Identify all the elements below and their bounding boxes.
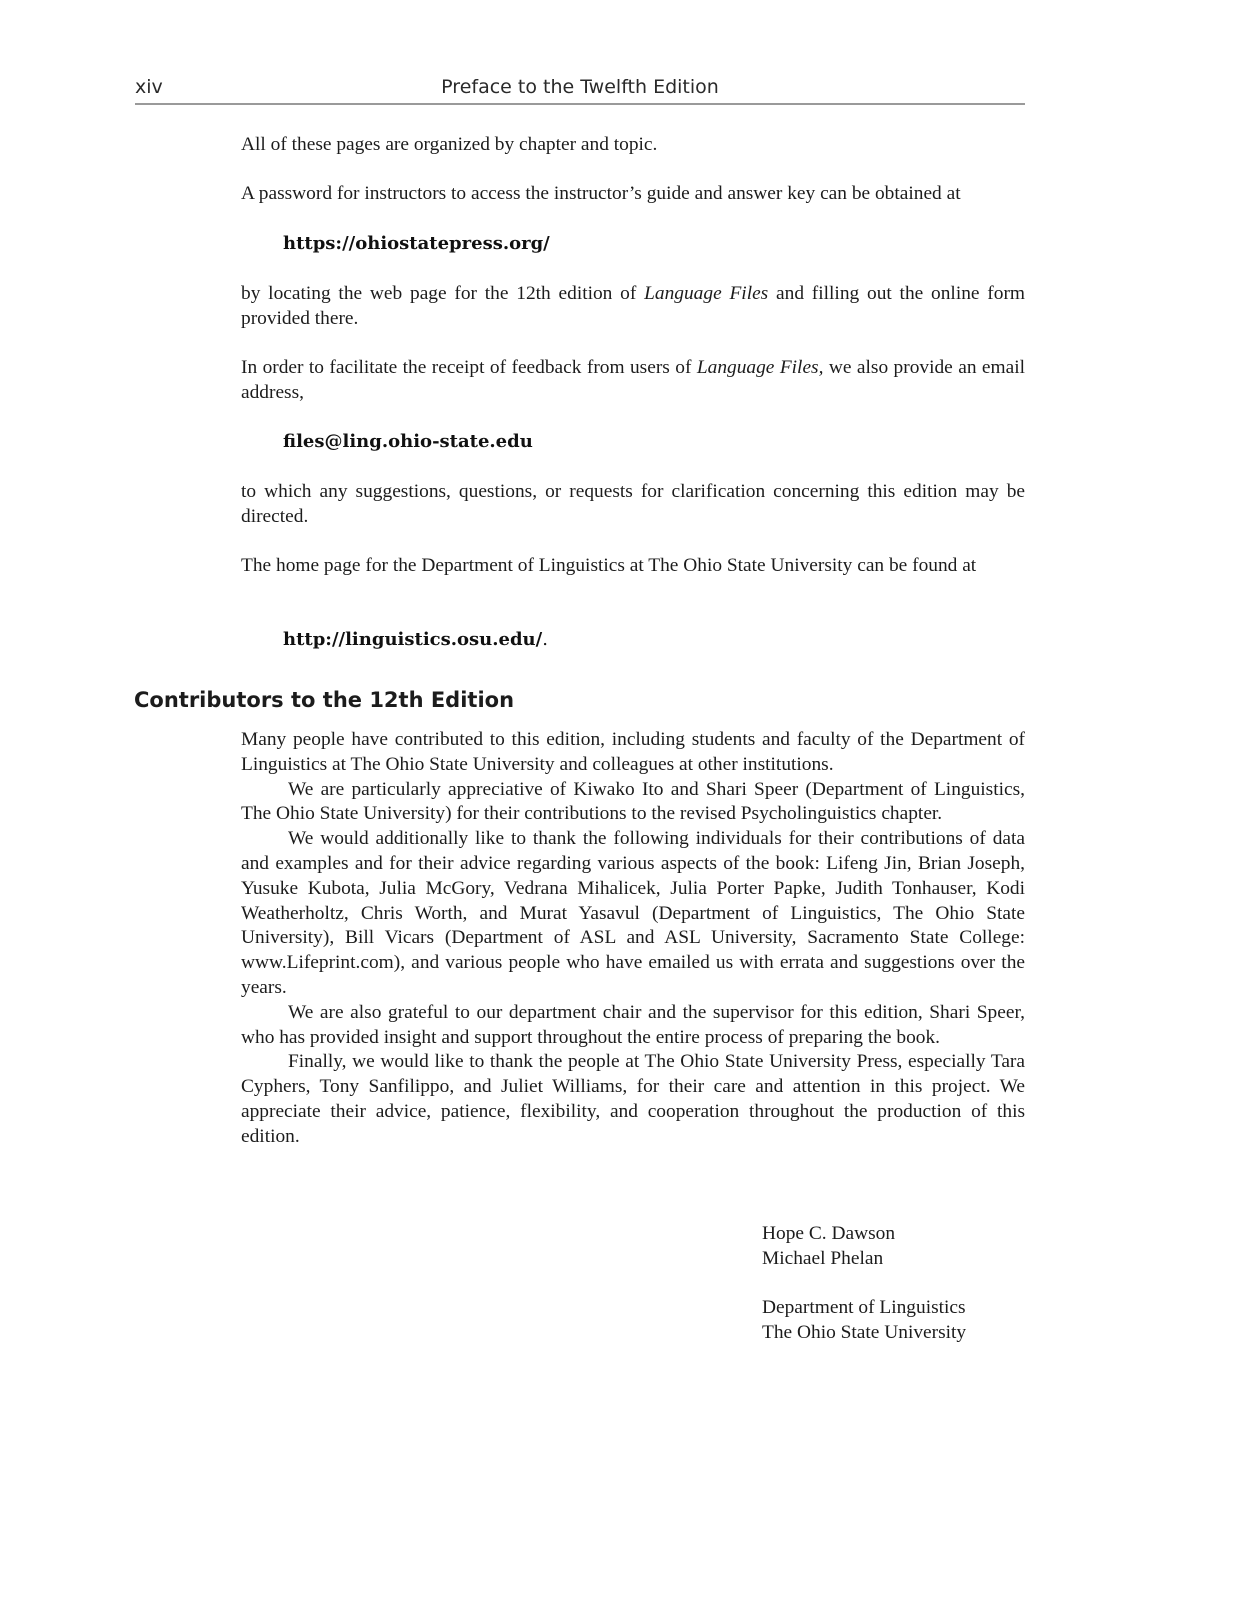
university-name: The Ohio State University xyxy=(762,1321,967,1343)
paragraph-home-page: The home page for the Department of Linguistics at The Ohio State University can be found at xyxy=(241,555,977,576)
paragraph-locate-web-page: by locating the web page for the 12th edition of Language Files and filling out the online form provided there. xyxy=(241,283,1025,329)
paragraph-feedback: In order to facilitate the receipt of feedback from users of Language Files, we also provide an email address, xyxy=(241,357,1025,403)
signature-names xyxy=(762,1222,895,1272)
paragraph-pages-organized: All of these pages are organized by chapter and topic. xyxy=(241,134,658,155)
contributors-paragraph: Many people have contributed to this edition, including students and faculty of the Department of Linguistics at The Ohio State University and colleagues at other institutions. xyxy=(241,729,1025,775)
page-number: xiv xyxy=(135,76,163,98)
author-name: Hope C. Dawson xyxy=(762,1223,896,1244)
department-name: Department of Linguistics xyxy=(762,1297,966,1318)
department-url[interactable]: http://linguistics.osu.edu/. xyxy=(283,629,548,650)
paragraph-suggestions: to which any suggestions, questions, or requests for clarification concerning this edition may be directed. xyxy=(241,481,1025,527)
contributors-paragraph: We are particularly appreciative of Kiwako Ito and Shari Speer (Department of Linguistics, The Ohio State University) for their contributions to the revised Psycholinguistics chapter. xyxy=(241,778,1025,825)
header-rule xyxy=(135,103,1025,105)
contributors-text xyxy=(241,728,1025,1150)
feedback-email[interactable]: files@ling.ohio-state.edu xyxy=(283,431,533,452)
press-url[interactable]: https://ohiostatepress.org/ xyxy=(283,233,550,254)
section-heading-contributors: Contributors to the 12th Edition xyxy=(134,688,515,712)
signature-affiliation xyxy=(762,1296,966,1346)
book-title-italic: Language Files, xyxy=(696,357,824,378)
author-name: Michael Phelan xyxy=(762,1247,884,1269)
running-title: Preface to the Twelfth Edition xyxy=(441,76,719,98)
running-head xyxy=(135,76,1025,106)
book-title-italic: Language Files xyxy=(644,283,769,304)
contributors-paragraph: We would additionally like to thank the following individuals for their contributions of data and examples and for their advice regarding various aspects of the book: Lifeng Jin, Brian Joseph, Yusuke Kubota, Julia McGory, Vedrana Mihalicek, Julia Porter Papke, Judith Tonhauser, Kodi Weatherholtz, Chris Worth, and Murat Yasavul (Department of Linguistics, The Ohio State University), Bill Vicars (Department of ASL and ASL University, Sacramento State College: www.Lifeprint.com), and various people who have emailed us with errata and suggestions over the years. xyxy=(241,828,1025,998)
paragraph-password: A password for instructors to access the instructor’s guide and answer key can be obtained at xyxy=(241,183,961,204)
contributors-paragraph: Finally, we would like to thank the people at The Ohio State University Press, especially Tara Cyphers, Tony Sanfilippo, and Juliet Williams, for their care and attention in this project. We appreciate their advice, patience, flexibility, and cooperation throughout the production of this edition. xyxy=(241,1051,1025,1147)
contributors-paragraph: We are also grateful to our department chair and the supervisor for this edition, Shari Speer, who has provided insight and support throughout the entire process of preparing the book. xyxy=(241,1001,1025,1048)
